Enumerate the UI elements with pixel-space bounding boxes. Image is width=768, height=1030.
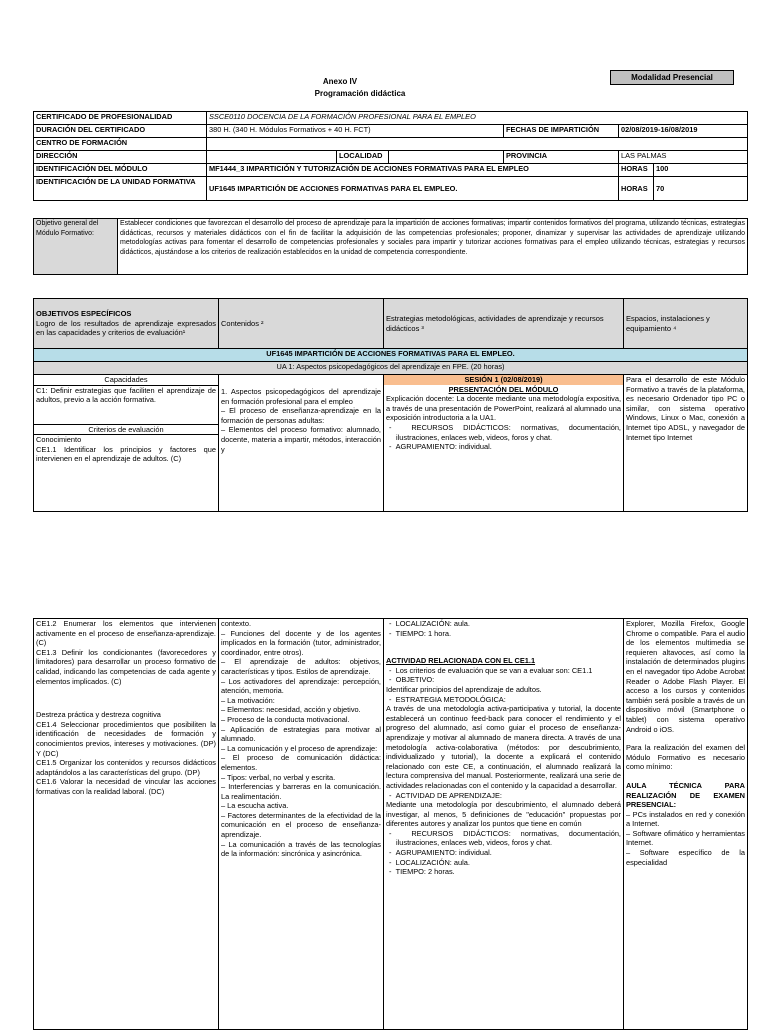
contents-cell-2 — [219, 619, 384, 1030]
module-presentation: PRESENTACIÓN DEL MÓDULO — [448, 384, 559, 394]
module-hours-label: HORAS — [619, 164, 654, 177]
time-item-2: - TIEMPO: 2 horas. — [389, 867, 455, 877]
criterion-item: CE1.3 Definir los condicionantes (favorecedores y limitadores) para desarrollar un proceso formativo de calidad, indicando las competencias de cada agente y elementos implicados. (C) — [36, 647, 216, 686]
objective-text: Establecer condiciones que favorezcan el desarrollo del proceso de aprendizaje para la impartición de acciones formativas; impartir contenidos formativos del programa, utilizando técnicas, estrategias didácticas, recursos y materiales didácticos con el fin de facilitar la adquisición de las competencias profesionales; proponer, dinamizar y supervisar las actividades de aprendizaje utilizando metodologías activas para fomentar el desarrollo de competencias profesionales y sociales para impartir y tutorizar acciones formativas para el empleo utilizando técnicas, estrategias y recursos didácticos, ajustándose a los criterios de realización establecidos en la unidad de competencia correspondiente. — [118, 219, 748, 275]
capacities-cell — [34, 375, 219, 512]
content-line: – Funciones del docente y de los agentes implicados en la formación (tutor, administrador, coordinador, entre otros). — [221, 628, 381, 657]
header-strategies: Estrategias metodológicas, actividades de aprendizaje y recursos didácticos ³ — [384, 299, 624, 349]
content-line: – La comunicación a través de las tecnologías de la información: sincrónica y asincrónica. — [221, 839, 381, 859]
annex-title: Anexo IV — [322, 77, 358, 86]
equipment-item: – PCs instalados en red y conexión a Internet. — [626, 809, 745, 829]
province-label: PROVINCIA — [504, 151, 619, 164]
content-line: – Tipos: verbal, no verbal y escrita. — [221, 772, 336, 782]
capacities-header: Capacidades — [34, 375, 218, 386]
content-line: – La escucha activa. — [221, 801, 289, 811]
resources-item: - RECURSOS DIDÁCTICOS: normativas, documentación, ilustraciones, enlaces web, videos, foros y chat. — [389, 422, 621, 442]
content-line: – Los activadores del aprendizaje: percepción, atención, memoria. — [221, 676, 381, 696]
header-objectives-text: Logro de los resultados de aprendizaje expresados en las capacidades y criterios de evaluación¹ — [36, 318, 216, 338]
content-line: – El proceso de comunicación didáctica: elementos. — [221, 753, 381, 772]
grouping-text: AGRUPAMIENTO: individual. — [395, 442, 492, 452]
address-label: DIRECCIÓN — [34, 151, 207, 164]
content-line: – El aprendizaje de adultos: objetivos, características y tipos. Estilos de aprendizaje. — [221, 657, 381, 676]
time-item: - TIEMPO: 1 hora. — [389, 628, 452, 638]
objective-label-2: OBJETIVO: — [395, 675, 435, 685]
content-line: – Elementos: necesidad, acción y objetivo. — [221, 705, 361, 715]
unit-hours-value: 70 — [654, 177, 748, 201]
dates-label: FECHAS DE IMPARTICIÓN — [504, 125, 619, 138]
address-value — [207, 151, 337, 164]
header-objectives — [34, 299, 219, 349]
knowledge-label: Conocimiento — [36, 435, 82, 445]
cert-value: SSCE0110 DOCENCIA DE LA FORMACIÓN PROFESIONAL PARA EL EMPLEO — [207, 112, 748, 125]
criterion-item: CE1.2 Enumerar los elementos que intervienen activamente en el proceso de enseñanza-aprendizaje. (C) — [36, 619, 216, 648]
criteria-cell — [34, 619, 219, 1030]
learning-activity-text: Mediante una metodología por descubrimiento, el alumnado deberá investigar, al menos, 5 definiciones de "educación" propuestas por diferentes autores y analizar los puntos que tiene en común — [386, 800, 621, 829]
content-line: – Proceso de la conducta motivacional. — [221, 714, 350, 724]
strategies-cell — [384, 375, 624, 512]
activity-title: ACTIVIDAD RELACIONADA CON EL CE1.1 — [386, 656, 536, 666]
content-line: – Elementos del proceso formativo: alumnado, docente, materia a impartir, métodos, interacción y — [221, 425, 381, 454]
module-value: MF1444_3 IMPARTICIÓN Y TUTORIZACIÓN DE ACCIONES FORMATIVAS PARA EL EMPLEO — [207, 164, 619, 177]
criterion-item: CE1.5 Organizar los contenidos y recursos didácticos adaptándolos a las características del grupo. (DP) — [36, 758, 216, 777]
teacher-explanation: Explicación docente: La docente mediante una metodología expositiva, a través de una presentación de PowerPoint, realizará al alumnado una exposición introductoria a la UA1. — [386, 394, 621, 423]
criteria-text: Los criterios de evaluación que se van a evaluar son: CE1.1 — [395, 665, 593, 675]
unit-hours-label: HORAS — [619, 177, 654, 201]
location-text-2: LOCALIZACIÓN: aula. — [395, 857, 470, 867]
page-1 — [0, 0, 768, 512]
content-line: – Interferencias y barreras en la comunicación. La realimentación. — [221, 782, 381, 801]
strategy-label: ESTRATEGIA METODOLÓGICA: — [395, 694, 506, 704]
grouping-text-2: AGRUPAMIENTO: individual. — [395, 848, 492, 858]
dates-value: 02/08/2019-16/08/2019 — [619, 125, 748, 138]
content-line: – Aplicación de estrategias para motivar al alumnado. — [221, 724, 381, 744]
equipment-item: – Software específico de la especialidad — [626, 848, 745, 867]
module-label: IDENTIFICACIÓN DEL MÓDULO — [34, 164, 207, 177]
resources-item-2: - RECURSOS DIDÁCTICOS: normativas, documentación, ilustraciones, enlaces web, videos, foros y chat. — [389, 828, 621, 848]
strategy-text: A través de una metodología activa-participativa y tutorial, la docente establecerá un continuo feed-back para conocer el rendimiento y el progreso del alumnado, así como guiar el proceso de enseñanza-aprendizaje y motivar al alumnado de manera directa. A través de una metodología activa-colaborativa (métodos: por descubrimiento, individualizado y tutorial), la docente a explicará el contenido relacionado con este CE, a continuación, el alumnado realizará la lectura comprensiva del manual. Posteriormente, realizará una serie de actividades relacionadas con el contenido y la capacidad a desarrollar. — [386, 704, 621, 790]
content-line: contexto. — [221, 619, 251, 628]
classroom-title: AULA TÉCNICA PARA REALIZACIÓN DE EXAMEN PRESENCIAL: — [626, 780, 745, 810]
time-text-2: TIEMPO: 2 horas. — [395, 867, 455, 877]
time-text: TIEMPO: 1 hora. — [395, 628, 452, 638]
plan-table-page2 — [33, 618, 748, 1030]
resources-text-2: RECURSOS DIDÁCTICOS: normativas, documentación, ilustraciones, enlaces web, videos, foros y chat. — [396, 828, 621, 848]
spaces-text: Para el desarrollo de este Módulo Formativo a través de la plataforma, es necesario Ordenador tipo PC o similar, con sistema operativo Windows, Linux o Mac, conexión a Internet tipo ADSL, y navegador de Internet tipo Internet — [626, 375, 745, 442]
centre-value — [207, 138, 748, 151]
content-line: – La comunicación y el proceso de aprendizaje: — [221, 743, 378, 753]
location-text: LOCALIZACIÓN: aula. — [395, 619, 470, 628]
province-value: LAS PALMAS — [619, 151, 748, 164]
header-spaces: Espacios, instalaciones y equipamiento ⁴ — [624, 299, 748, 349]
spaces-text-2a: Explorer, Mozilla Firefox, Google Chrome o compatible. Para el audio de los elementos multimedia se requieren altavoces, así como la instalación de determinados plugins en el navegador tipo Adobe Acrobat Reader o Adobe Flash Player. El acceso a los cursos y contenidos también será posible a través de un dispositivo móvil (Smartphone o tablet) con sistema operativo Android o iOS. — [626, 619, 745, 734]
uf-row: UF1645 IMPARTICIÓN DE ACCIONES FORMATIVAS PARA EL EMPLEO. — [34, 349, 748, 362]
criterion-item: CE1.6 Valorar la necesidad de vincular las acciones formativas con la realidad laboral. (DC) — [36, 777, 216, 796]
ua-row: UA 1: Aspectos psicopedagógicos del aprendizaje en FPE. (20 horas) — [34, 362, 748, 375]
skills-label: Destreza práctica y destreza cognitiva — [36, 710, 161, 720]
content-line: – El proceso de enseñanza-aprendizaje en la formación de personas adultas: — [221, 406, 381, 425]
content-line: 1. Aspectos psicopedagógicos del aprendizaje en formación profesional para el empleo — [221, 387, 381, 406]
spaces-cell-2 — [624, 619, 748, 1030]
criterion-item: CE1.4 Seleccionar procedimientos que posibiliten la identificación de necesidades de formación y conocimientos previos, intereses y motivaciones. (DP) Y (DC) — [36, 719, 216, 758]
duration-label: DURACIÓN DEL CERTIFICADO — [34, 125, 207, 138]
learning-activity-item: - ACTIVIDAD DE APRENDIZAJE: — [389, 790, 502, 800]
location-item-2: - LOCALIZACIÓN: aula. — [389, 857, 470, 867]
module-hours-value: 100 — [654, 164, 748, 177]
strategy-item: - ESTRATEGIA METODOLÓGICA: — [389, 694, 506, 704]
criteria-item: - Los criterios de evaluación que se van a evaluar son: CE1.1 — [389, 665, 593, 675]
objective-item: - OBJETIVO: — [389, 675, 435, 685]
grouping-item-2: - AGRUPAMIENTO: individual. — [389, 848, 492, 858]
header-objectives-title: OBJETIVOS ESPECÍFICOS — [36, 309, 132, 319]
session-badge: SESIÓN 1 (02/08/2019) — [384, 375, 623, 385]
page-gap — [0, 512, 768, 600]
unit-value: UF1645 IMPARTICIÓN DE ACCIONES FORMATIVAS PARA EL EMPLEO. — [207, 177, 619, 201]
locality-label: LOCALIDAD — [337, 151, 389, 164]
header-contents: Contenidos ² — [219, 299, 384, 349]
strategies-cell-2 — [384, 619, 624, 1030]
content-line: – La motivación: — [221, 695, 275, 705]
modality-box: Modalidad Presencial — [610, 70, 734, 85]
locality-value — [389, 151, 504, 164]
unit-label: IDENTIFICACIÓN DE LA UNIDAD FORMATIVA — [34, 177, 207, 201]
objective-table — [33, 218, 748, 275]
objective-label: Objetivo general del Módulo Formativo: — [34, 219, 118, 275]
plan-table-page1 — [33, 298, 748, 512]
centre-label: CENTRO DE FORMACIÓN — [34, 138, 207, 151]
content-line: – Factores determinantes de la efectividad de la comunicación en el proceso de enseñanza-aprendizaje. — [221, 810, 381, 840]
location-item: - LOCALIZACIÓN: aula. — [389, 619, 470, 628]
resources-text: RECURSOS DIDÁCTICOS: normativas, documentación, ilustraciones, enlaces web, videos, foros y chat. — [396, 422, 621, 442]
cert-label: CERTIFICADO DE PROFESIONALIDAD — [34, 112, 207, 125]
contents-cell — [219, 375, 384, 512]
objective-text-2: Identificar principios del aprendizaje de adultos. — [386, 684, 542, 694]
annex-subtitle: Programación didáctica — [314, 89, 406, 98]
learning-activity-label: ACTIVIDAD DE APRENDIZAJE: — [395, 790, 502, 800]
page-2 — [0, 600, 768, 1024]
info-table — [33, 111, 748, 201]
criterion-ce1-1: CE1.1 Identificar los principios y factores que intervienen en el aprendizaje de adultos. (C) — [36, 444, 216, 464]
criteria-header: Criterios de evaluación — [34, 425, 218, 436]
grouping-item: - AGRUPAMIENTO: individual. — [389, 442, 492, 452]
equipment-item: – Software ofimático y herramientas Internet. — [626, 828, 745, 848]
duration-value: 380 H. (340 H. Módulos Formativos + 40 H. FCT) — [207, 125, 504, 138]
capacity-c1: C1: Definir estrategias que faciliten el aprendizaje de adultos, previo a la acción formativa. — [34, 386, 218, 425]
spaces-text-2b: Para la realización del examen del Módulo Formativo es necesario como mínimo: — [626, 743, 745, 772]
spaces-cell — [624, 375, 748, 512]
